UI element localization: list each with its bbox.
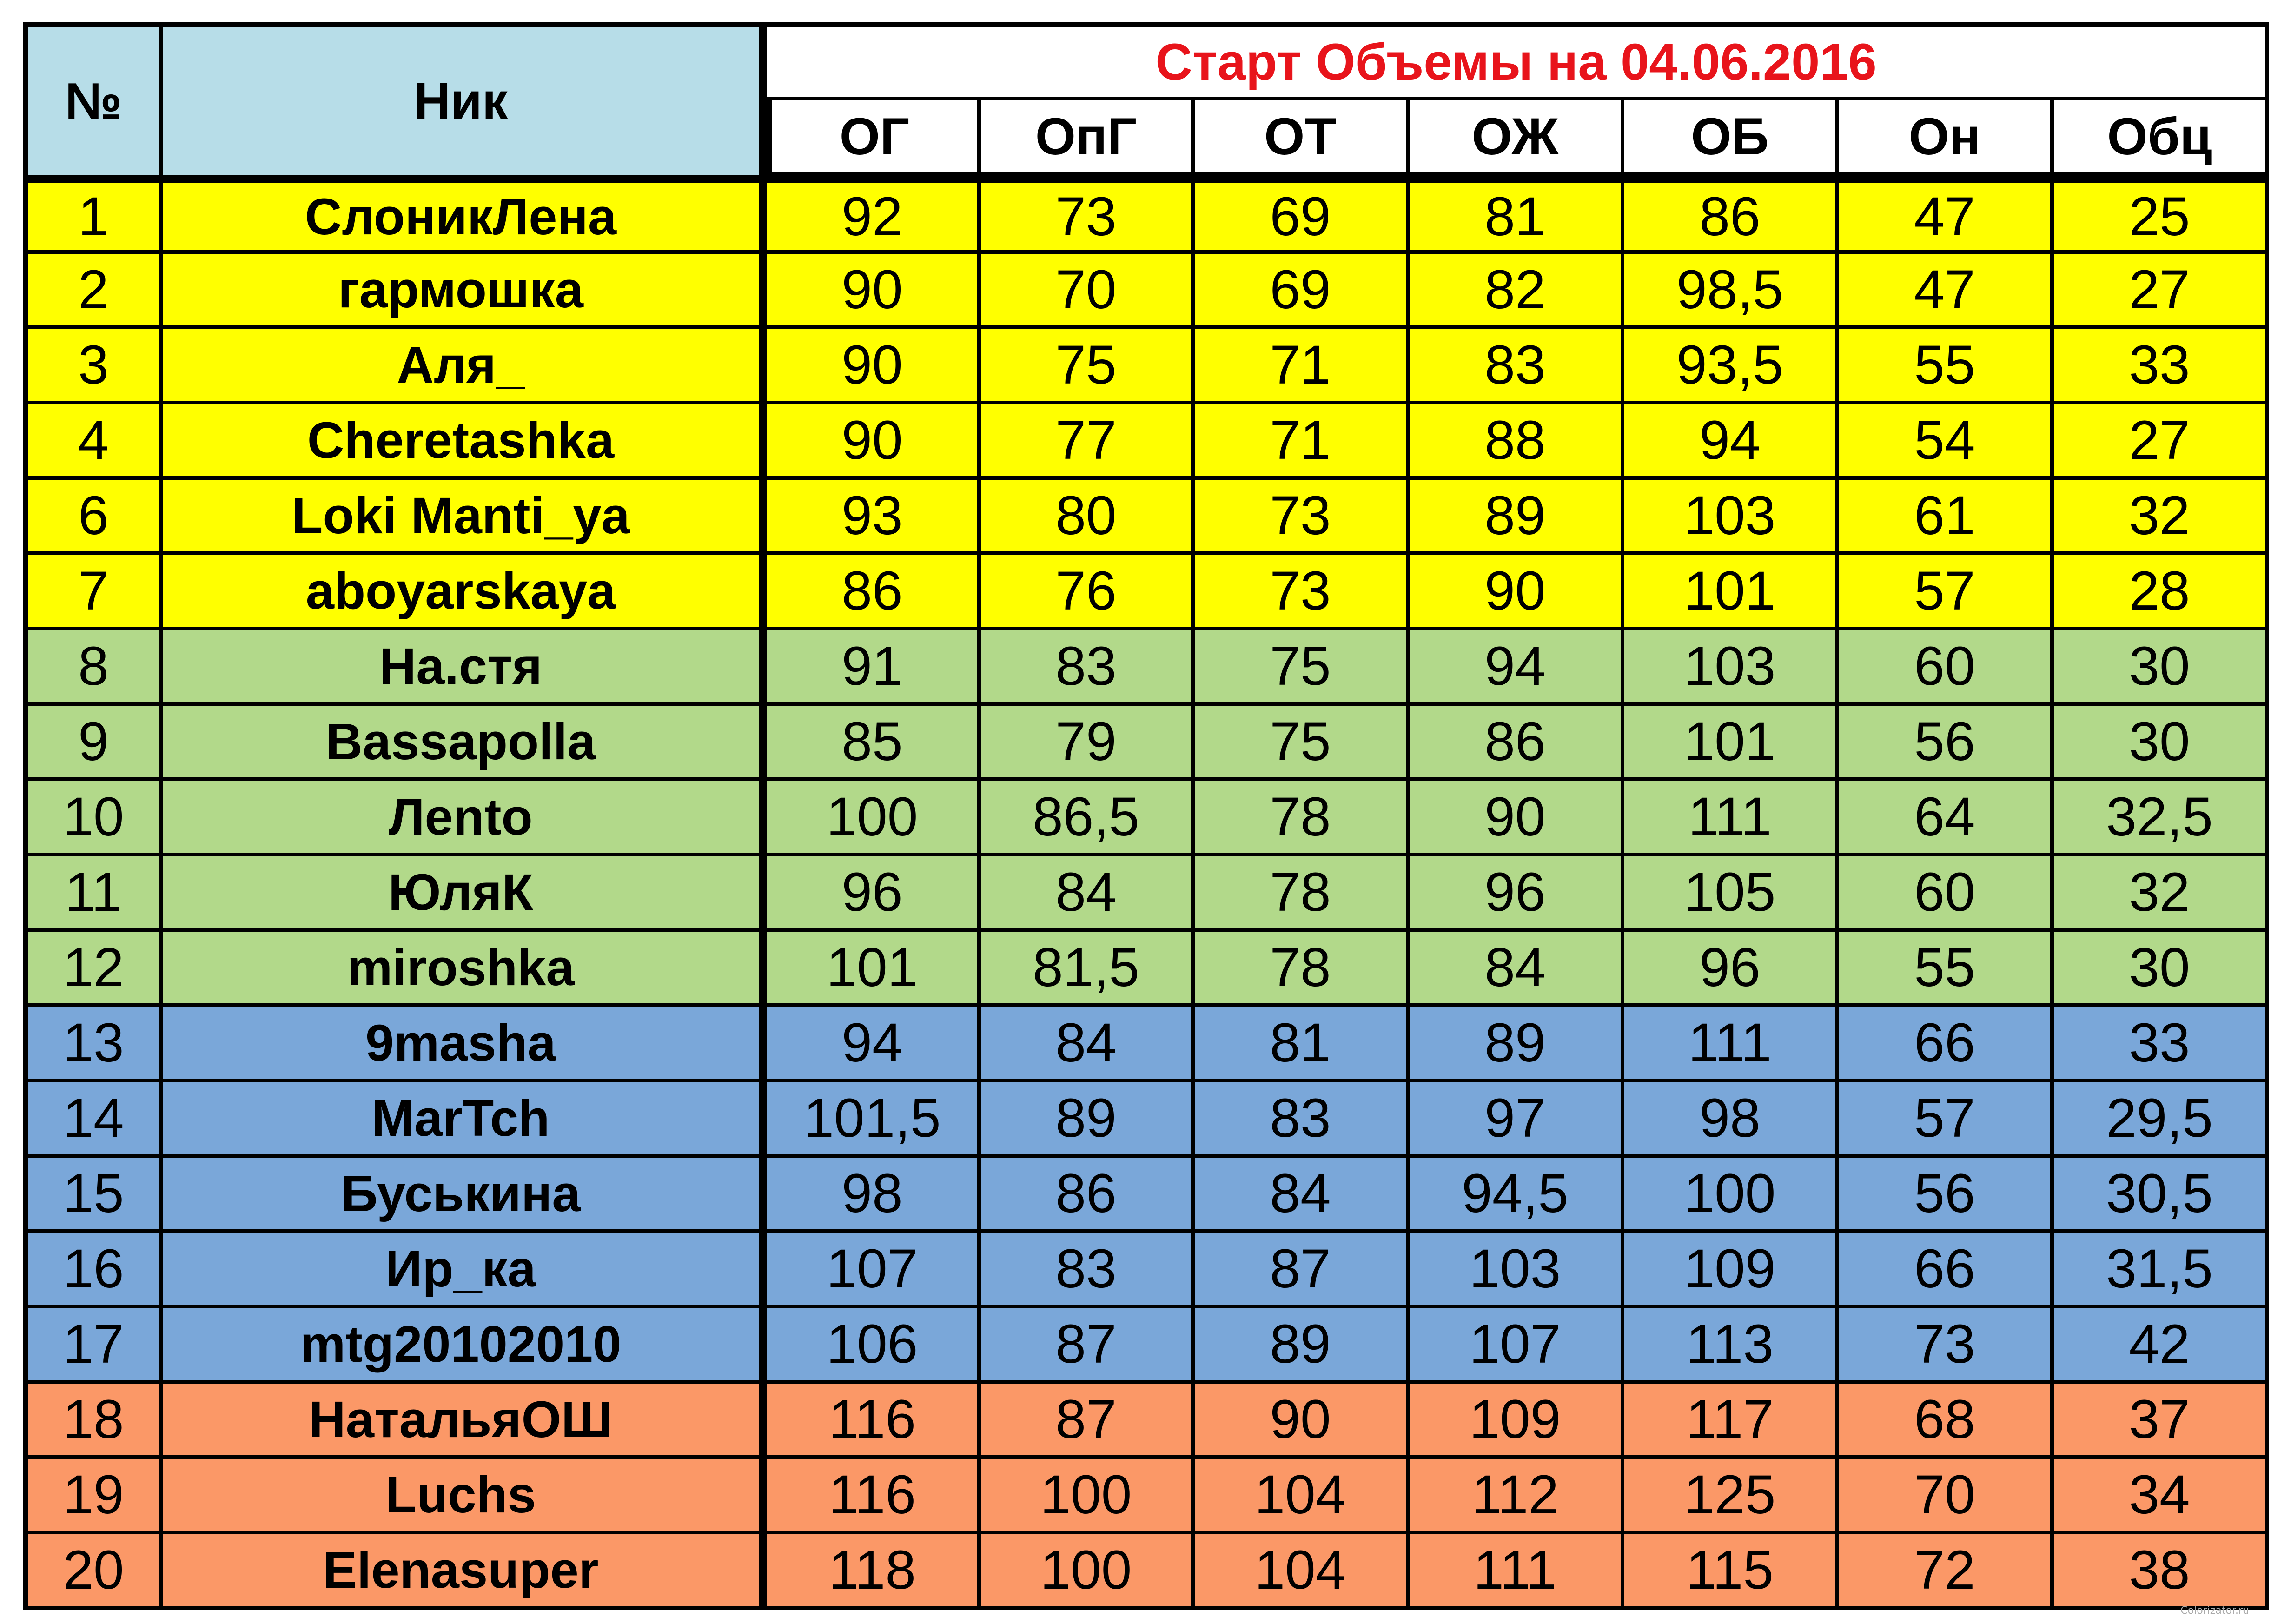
row-nick: ЮляК — [163, 856, 767, 932]
row-number: 1 — [23, 179, 163, 254]
cell-opg: 75 — [981, 329, 1195, 404]
cell-ozh: 89 — [1410, 480, 1624, 555]
cell-ob: 86 — [1624, 179, 1839, 254]
cell-ot: 69 — [1195, 254, 1410, 329]
cell-ot: 73 — [1195, 480, 1410, 555]
row-nick: Ир_ка — [163, 1233, 767, 1308]
row-number: 10 — [23, 781, 163, 856]
cell-ozh: 103 — [1410, 1233, 1624, 1308]
header-col-ot: ОТ — [1195, 100, 1410, 179]
cell-ozh: 90 — [1410, 781, 1624, 856]
row-number: 13 — [23, 1007, 163, 1082]
measurements-table — [23, 22, 2269, 1610]
cell-opg: 80 — [981, 480, 1195, 555]
row-nick: На.стя — [163, 630, 767, 706]
cell-opg: 86,5 — [981, 781, 1195, 856]
cell-ob: 98,5 — [1624, 254, 1839, 329]
cell-ozh: 107 — [1410, 1308, 1624, 1384]
cell-opg: 83 — [981, 630, 1195, 706]
cell-ot: 89 — [1195, 1308, 1410, 1384]
table-row — [23, 1384, 2269, 1459]
row-nick: Loki Manti_ya — [163, 480, 767, 555]
header-col-obc: Обц — [2054, 100, 2269, 179]
cell-ob: 100 — [1624, 1158, 1839, 1233]
row-nick: Elenasuper — [163, 1534, 767, 1610]
table-row — [23, 179, 2269, 254]
table-row — [23, 1233, 2269, 1308]
cell-obc: 32 — [2054, 856, 2269, 932]
cell-on: 60 — [1839, 856, 2054, 932]
header-col-og: ОГ — [767, 100, 981, 179]
cell-og: 93 — [767, 480, 981, 555]
row-nick: СлоникЛена — [163, 179, 767, 254]
cell-obc: 34 — [2054, 1459, 2269, 1534]
cell-on: 66 — [1839, 1007, 2054, 1082]
cell-ozh: 88 — [1410, 404, 1624, 480]
table-row — [23, 1308, 2269, 1384]
table-row — [23, 1158, 2269, 1233]
cell-on: 72 — [1839, 1534, 2054, 1610]
cell-ob: 93,5 — [1624, 329, 1839, 404]
cell-ozh: 86 — [1410, 706, 1624, 781]
row-nick: mtg20102010 — [163, 1308, 767, 1384]
cell-on: 56 — [1839, 1158, 2054, 1233]
cell-ob: 98 — [1624, 1082, 1839, 1158]
cell-ob: 109 — [1624, 1233, 1839, 1308]
cell-obc: 33 — [2054, 1007, 2269, 1082]
cell-obc: 32,5 — [2054, 781, 2269, 856]
header-nick: Ник — [163, 22, 767, 179]
cell-og: 86 — [767, 555, 981, 630]
row-nick: Лento — [163, 781, 767, 856]
row-nick: aboyarskaya — [163, 555, 767, 630]
cell-ob: 103 — [1624, 480, 1839, 555]
header-col-on: Он — [1839, 100, 2054, 179]
cell-ot: 78 — [1195, 856, 1410, 932]
cell-obc: 30 — [2054, 630, 2269, 706]
row-nick: гармошка — [163, 254, 767, 329]
cell-og: 98 — [767, 1158, 981, 1233]
cell-obc: 30 — [2054, 932, 2269, 1007]
cell-opg: 87 — [981, 1384, 1195, 1459]
cell-opg: 77 — [981, 404, 1195, 480]
table-row — [23, 856, 2269, 932]
cell-ozh: 96 — [1410, 856, 1624, 932]
cell-opg: 100 — [981, 1459, 1195, 1534]
table-row — [23, 706, 2269, 781]
row-number: 14 — [23, 1082, 163, 1158]
table-row — [23, 254, 2269, 329]
row-number: 16 — [23, 1233, 163, 1308]
cell-ozh: 82 — [1410, 254, 1624, 329]
table-row — [23, 1459, 2269, 1534]
cell-ob: 101 — [1624, 706, 1839, 781]
cell-og: 101 — [767, 932, 981, 1007]
row-number: 11 — [23, 856, 163, 932]
cell-ozh: 97 — [1410, 1082, 1624, 1158]
cell-obc: 31,5 — [2054, 1233, 2269, 1308]
table-row — [23, 932, 2269, 1007]
cell-obc: 42 — [2054, 1308, 2269, 1384]
header-col-ozh: ОЖ — [1410, 100, 1624, 179]
cell-ob: 125 — [1624, 1459, 1839, 1534]
cell-og: 90 — [767, 254, 981, 329]
row-number: 7 — [23, 555, 163, 630]
cell-ob: 115 — [1624, 1534, 1839, 1610]
row-number: 12 — [23, 932, 163, 1007]
row-nick: miroshka — [163, 932, 767, 1007]
cell-opg: 87 — [981, 1308, 1195, 1384]
measurements-table-frame — [23, 22, 2269, 1603]
cell-ozh: 111 — [1410, 1534, 1624, 1610]
cell-ob: 103 — [1624, 630, 1839, 706]
table-title: Старт Объемы на 04.06.2016 — [767, 22, 2269, 100]
cell-on: 55 — [1839, 329, 2054, 404]
cell-og: 107 — [767, 1233, 981, 1308]
cell-ozh: 90 — [1410, 555, 1624, 630]
row-nick: Luchs — [163, 1459, 767, 1534]
row-number: 4 — [23, 404, 163, 480]
cell-og: 118 — [767, 1534, 981, 1610]
cell-on: 70 — [1839, 1459, 2054, 1534]
row-number: 19 — [23, 1459, 163, 1534]
watermark: Colorizator.ru — [2180, 1605, 2249, 1617]
table-row — [23, 1007, 2269, 1082]
cell-obc: 33 — [2054, 329, 2269, 404]
table-row — [23, 1534, 2269, 1610]
cell-obc: 32 — [2054, 480, 2269, 555]
table-row — [23, 555, 2269, 630]
cell-opg: 84 — [981, 1007, 1195, 1082]
cell-on: 47 — [1839, 179, 2054, 254]
cell-ob: 96 — [1624, 932, 1839, 1007]
cell-ob: 117 — [1624, 1384, 1839, 1459]
cell-ot: 83 — [1195, 1082, 1410, 1158]
cell-ozh: 84 — [1410, 932, 1624, 1007]
cell-obc: 27 — [2054, 254, 2269, 329]
row-nick: Bassapolla — [163, 706, 767, 781]
row-number: 8 — [23, 630, 163, 706]
cell-ob: 113 — [1624, 1308, 1839, 1384]
row-nick: 9masha — [163, 1007, 767, 1082]
cell-on: 57 — [1839, 1082, 2054, 1158]
table-row — [23, 404, 2269, 480]
cell-ot: 78 — [1195, 932, 1410, 1007]
cell-ot: 78 — [1195, 781, 1410, 856]
cell-on: 57 — [1839, 555, 2054, 630]
cell-obc: 37 — [2054, 1384, 2269, 1459]
cell-og: 101,5 — [767, 1082, 981, 1158]
cell-ot: 87 — [1195, 1233, 1410, 1308]
cell-og: 90 — [767, 329, 981, 404]
row-nick: НатальяОШ — [163, 1384, 767, 1459]
cell-obc: 25 — [2054, 179, 2269, 254]
cell-on: 66 — [1839, 1233, 2054, 1308]
cell-ot: 73 — [1195, 555, 1410, 630]
cell-opg: 70 — [981, 254, 1195, 329]
cell-obc: 30,5 — [2054, 1158, 2269, 1233]
cell-og: 96 — [767, 856, 981, 932]
cell-opg: 76 — [981, 555, 1195, 630]
row-number: 6 — [23, 480, 163, 555]
header-col-ob: ОБ — [1624, 100, 1839, 179]
cell-on: 60 — [1839, 630, 2054, 706]
row-nick: Аля_ — [163, 329, 767, 404]
table-row — [23, 480, 2269, 555]
table-row — [23, 329, 2269, 404]
cell-ot: 84 — [1195, 1158, 1410, 1233]
row-number: 2 — [23, 254, 163, 329]
cell-ob: 94 — [1624, 404, 1839, 480]
table-row — [23, 1082, 2269, 1158]
row-number: 18 — [23, 1384, 163, 1459]
cell-og: 90 — [767, 404, 981, 480]
cell-og: 100 — [767, 781, 981, 856]
cell-ot: 90 — [1195, 1384, 1410, 1459]
cell-ozh: 89 — [1410, 1007, 1624, 1082]
cell-obc: 27 — [2054, 404, 2269, 480]
table-body — [23, 179, 2269, 1610]
cell-obc: 29,5 — [2054, 1082, 2269, 1158]
cell-opg: 73 — [981, 179, 1195, 254]
cell-on: 54 — [1839, 404, 2054, 480]
cell-og: 85 — [767, 706, 981, 781]
cell-opg: 100 — [981, 1534, 1195, 1610]
cell-on: 56 — [1839, 706, 2054, 781]
row-nick: Буськина — [163, 1158, 767, 1233]
header-number: № — [23, 22, 163, 179]
cell-og: 116 — [767, 1459, 981, 1534]
cell-ozh: 83 — [1410, 329, 1624, 404]
cell-ot: 75 — [1195, 706, 1410, 781]
cell-on: 55 — [1839, 932, 2054, 1007]
cell-ob: 111 — [1624, 1007, 1839, 1082]
cell-og: 116 — [767, 1384, 981, 1459]
cell-on: 73 — [1839, 1308, 2054, 1384]
cell-obc: 30 — [2054, 706, 2269, 781]
row-number: 3 — [23, 329, 163, 404]
cell-opg: 86 — [981, 1158, 1195, 1233]
table-row — [23, 781, 2269, 856]
cell-ot: 71 — [1195, 329, 1410, 404]
cell-og: 94 — [767, 1007, 981, 1082]
row-number: 9 — [23, 706, 163, 781]
cell-on: 68 — [1839, 1384, 2054, 1459]
cell-opg: 89 — [981, 1082, 1195, 1158]
row-nick: MarTch — [163, 1082, 767, 1158]
cell-ot: 75 — [1195, 630, 1410, 706]
cell-ozh: 81 — [1410, 179, 1624, 254]
cell-ozh: 109 — [1410, 1384, 1624, 1459]
row-number: 17 — [23, 1308, 163, 1384]
cell-opg: 83 — [981, 1233, 1195, 1308]
cell-opg: 84 — [981, 856, 1195, 932]
cell-ot: 69 — [1195, 179, 1410, 254]
cell-on: 61 — [1839, 480, 2054, 555]
cell-og: 91 — [767, 630, 981, 706]
cell-ot: 81 — [1195, 1007, 1410, 1082]
header-col-opg: ОпГ — [981, 100, 1195, 179]
cell-opg: 79 — [981, 706, 1195, 781]
cell-obc: 38 — [2054, 1534, 2269, 1610]
table-row — [23, 630, 2269, 706]
cell-og: 92 — [767, 179, 981, 254]
row-number: 15 — [23, 1158, 163, 1233]
cell-opg: 81,5 — [981, 932, 1195, 1007]
cell-ob: 101 — [1624, 555, 1839, 630]
cell-ot: 104 — [1195, 1459, 1410, 1534]
cell-ob: 105 — [1624, 856, 1839, 932]
cell-on: 64 — [1839, 781, 2054, 856]
row-nick: Cheretashka — [163, 404, 767, 480]
cell-on: 47 — [1839, 254, 2054, 329]
cell-ot: 104 — [1195, 1534, 1410, 1610]
cell-ob: 111 — [1624, 781, 1839, 856]
cell-ozh: 112 — [1410, 1459, 1624, 1534]
cell-obc: 28 — [2054, 555, 2269, 630]
cell-og: 106 — [767, 1308, 981, 1384]
cell-ot: 71 — [1195, 404, 1410, 480]
row-number: 20 — [23, 1534, 163, 1610]
cell-ozh: 94,5 — [1410, 1158, 1624, 1233]
cell-ozh: 94 — [1410, 630, 1624, 706]
